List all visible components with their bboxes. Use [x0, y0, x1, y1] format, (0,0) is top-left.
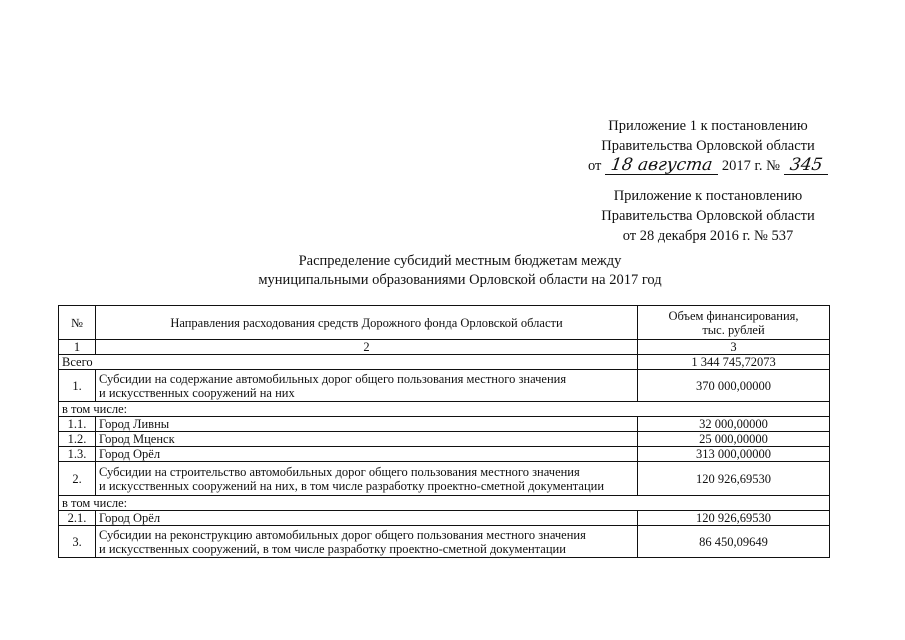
index-3: 3 [638, 340, 830, 355]
table-row [59, 462, 830, 496]
in-that-number-label: в том числе: [59, 402, 830, 417]
row-num: 2.1. [59, 511, 96, 526]
table-row [59, 417, 830, 432]
row-value: 25 000,00000 [638, 432, 830, 447]
row-text [96, 526, 638, 558]
total-value: 1 344 745,72073 [638, 355, 830, 370]
header-amount-line2: тыс. рублей [702, 322, 765, 337]
row-text-line2: и искусственных сооружений, в том числе разработку проектно-сметной документации [99, 541, 566, 556]
row-num: 1.3. [59, 447, 96, 462]
appendix-2-line2: Правительства Орловской области [601, 208, 815, 224]
table-row [59, 432, 830, 447]
row-value: 370 000,00000 [638, 370, 830, 402]
index-2: 2 [96, 340, 638, 355]
row-text-line1: Субсидии на строительство автомобильных дорог общего пользования местного значения [99, 464, 580, 479]
row-value: 120 926,69530 [638, 462, 830, 496]
row-text [96, 370, 638, 402]
table-row [59, 370, 830, 402]
row-num: 1. [59, 370, 96, 402]
row-text: Город Мценск [96, 432, 638, 447]
row-text-line1: Субсидии на реконструкцию автомобильных дорог общего пользования местного значения [99, 527, 586, 542]
row-value: 32 000,00000 [638, 417, 830, 432]
row-value: 86 450,09649 [638, 526, 830, 558]
row-text-line2: и искусственных сооружений на них, в том числе разработку проектно-сметной документации [99, 478, 605, 493]
header-amount-line1: Объем финансирования, [668, 308, 799, 323]
appendix-1-date-line [578, 156, 838, 176]
table-row [59, 511, 830, 526]
row-value: 120 926,69530 [638, 511, 830, 526]
table-header-row [59, 306, 830, 340]
in-that-number-label: в том числе: [59, 496, 830, 511]
row-text: Город Ливны [96, 417, 638, 432]
row-text-line2: и искусственных сооружений на них [99, 385, 295, 400]
table-row-in-that-number [59, 496, 830, 511]
handwritten-date-field [605, 157, 718, 175]
row-text [96, 462, 638, 496]
appendix-2-line1: Приложение к постановлению [613, 188, 803, 204]
header-direction: Направления расходования средств Дорожного фонда Орловской области [96, 306, 638, 340]
table-row [59, 526, 830, 558]
row-num: 3. [59, 526, 96, 558]
appendix-1-line1: Приложение 1 к постановлению [608, 118, 808, 134]
header-amount [638, 306, 830, 340]
table-index-row [59, 340, 830, 355]
handwritten-date: 18 августа [609, 155, 714, 175]
document-title [200, 252, 720, 290]
title-line1: Распределение субсидий местным бюджетам между [298, 253, 622, 269]
title-line2: муниципальными образованиями Орловской области на 2017 год [258, 272, 662, 288]
appendix-1-line2: Правительства Орловской области [601, 138, 815, 154]
appendix-2-header [578, 186, 838, 246]
row-text: Город Орёл [96, 447, 638, 462]
row-num: 1.1. [59, 417, 96, 432]
row-text: Город Орёл [96, 511, 638, 526]
appendix-2-line3: от 28 декабря 2016 г. № 537 [622, 228, 794, 244]
table-row-in-that-number [59, 402, 830, 417]
row-num: 1.2. [59, 432, 96, 447]
date-year: 2017 г. № [721, 158, 780, 174]
date-prefix: от [587, 158, 602, 174]
handwritten-number-field [784, 157, 828, 175]
header-num: № [59, 306, 96, 340]
table-row [59, 447, 830, 462]
total-label: Всего [59, 355, 638, 370]
appendix-1-header [578, 116, 838, 176]
index-1: 1 [59, 340, 96, 355]
row-text-line1: Субсидии на содержание автомобильных дорог общего пользования местного значения [99, 371, 567, 386]
handwritten-number: 345 [788, 155, 824, 175]
row-num: 2. [59, 462, 96, 496]
row-value: 313 000,00000 [638, 447, 830, 462]
table-row-total [59, 355, 830, 370]
subsidy-table [58, 305, 830, 558]
